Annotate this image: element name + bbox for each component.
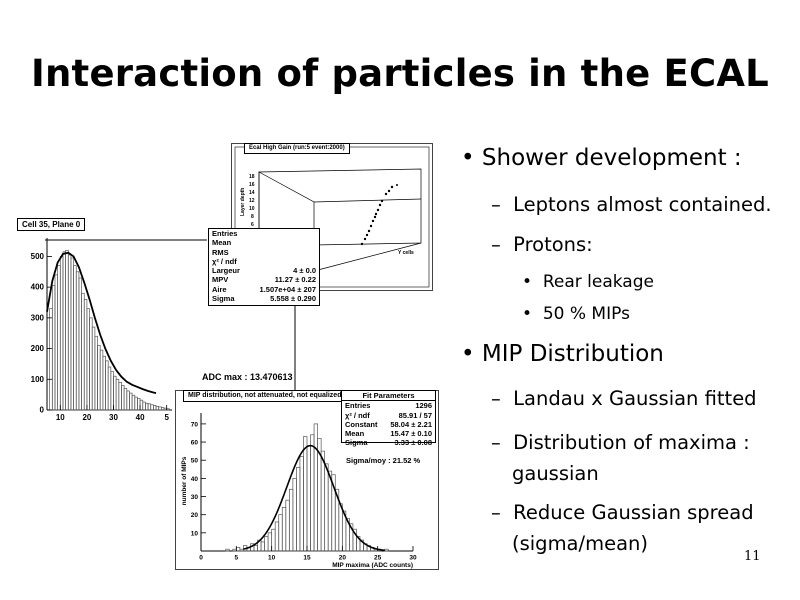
x-tick-label: 5 [164,413,169,422]
x-tick-label: 30 [109,413,118,422]
y-tick-label: 50 [190,457,198,465]
histogram-bin [55,275,58,410]
histogram-bin [145,403,148,410]
histogram-bin [233,549,237,551]
stats-row: RMS [212,247,229,257]
bullet-spread: – Reduce Gaussian spread (sigma/mean) [491,501,754,555]
stats-row: χ² / ndf 85.91 / 57 [345,410,432,420]
histogram-bin [272,529,276,551]
histogram-bin [52,286,55,410]
histogram-bin [325,464,329,551]
histogram-bin [113,376,116,410]
cell-histogram-frame [12,216,175,422]
y-axis-label: number of MIPs [181,456,188,506]
y-tick-label: 40 [190,475,198,483]
histogram-bin [240,549,244,551]
bullet-spread-text-2: (sigma/mean) [512,532,648,555]
bullet-maxima-text-2: gaussian [512,462,599,485]
stats-row: Mean [212,238,232,248]
bullet-rear-leakage-text: Rear leakage [542,272,654,292]
stats-row: Sigma 3.33 ± 0.08 [345,438,432,448]
histogram-bin [321,451,325,551]
y-tick-label: 100 [30,374,44,384]
histogram-bin [100,350,103,410]
stats-row: Constant 58.04 ± 2.21 [345,419,432,429]
mip-histogram-frame [175,390,439,570]
bullet-leptons: – Leptons almost contained. [491,193,772,216]
x-tick-label: 30 [409,554,417,562]
bullet-protons-text: Protons: [513,233,593,256]
histogram-bin [119,382,122,410]
cell-histogram-title: Cell 35, Plane 0 [17,218,85,231]
histogram-bin [289,489,293,551]
y-tick-label: 30 [190,494,198,502]
histogram-bin [156,406,159,410]
histogram-bin [300,457,304,551]
histogram-bin [84,299,87,410]
histogram-bin [98,346,101,411]
x-tick-label: 0 [199,554,203,562]
svg-text:16: 16 [249,182,255,188]
event-display-title: Ecal High Gain (run:5 event:2000) [244,143,350,154]
bullet-mips: • 50 % MIPs [522,304,630,324]
bullet-spread-text-1: Reduce Gaussian spread [513,501,754,524]
histogram-bin [116,379,119,410]
page-number: 11 [744,549,761,564]
y-tick-label: 10 [190,530,198,538]
y-tick-label: 500 [30,251,44,261]
x-tick-label: 25 [374,554,382,562]
histogram-bin [58,266,61,410]
bullet-landau-text: Landau x Gaussian fitted [513,387,757,410]
histogram-bin [226,549,230,551]
svg-text:18: 18 [249,174,255,180]
bullet-rear-leakage: • Rear leakage [522,272,654,292]
x-axis-label: MIP maxima (ADC counts) [332,562,413,569]
event-hits [361,184,398,245]
y-tick-label: 400 [30,282,44,292]
bullet-shower: • Shower development : [461,145,742,171]
histogram-bin [108,367,111,410]
y-tick-label: 60 [190,439,198,447]
bullet-mips-text: 50 % MIPs [542,304,630,324]
fit-parameters-box [341,390,436,448]
histogram-bin [385,549,389,551]
x-tick-label: 10 [55,413,65,422]
svg-text:8: 8 [251,214,254,220]
histogram-bin [275,522,279,551]
histogram-bin [296,467,300,551]
x-tick-label: 20 [338,554,346,562]
bullet-shower-text: Shower development : [481,145,742,171]
stats-row: χ² / ndf [212,256,237,266]
x-tick-label: 5 [234,554,239,562]
histogram-bin [236,547,240,551]
y-tick-label: 300 [30,313,44,323]
histogram-bin [293,478,297,551]
adc-max-label: ADC max : 13.470613 [202,372,293,382]
bullet-mip-distribution: • MIP Distribution [461,341,664,367]
histogram-bin [79,278,82,410]
histogram-bin [135,397,138,410]
histogram-bin [279,515,283,551]
x-tick-label: 20 [82,413,92,422]
histogram-bin [95,336,98,410]
bullet-landau: – Landau x Gaussian fitted [491,387,757,410]
bullet-maxima-text-1: Distribution of maxima : [513,431,750,454]
histogram-bin [153,405,156,410]
histogram-bin [265,536,269,551]
svg-text:14: 14 [249,190,255,196]
histogram-bin [87,309,90,410]
histogram-bin [132,395,135,410]
event-ylabel: Layer depth [240,187,246,216]
slide-title: Interaction of particles in the ECAL [31,52,769,95]
stats-row: Sigma 5.558 ± 0.290 [212,294,316,304]
histogram-bin [92,327,95,410]
histogram-bin [63,252,66,410]
histogram-bin [76,272,79,410]
histogram-bin [103,356,106,410]
histogram-bin [74,266,77,410]
sigma-moy-label: Sigma/moy : 21.52 % [346,456,421,465]
histogram-bin [106,361,109,410]
histogram-bin [314,424,318,551]
stats-row: MPV 11.27 ± 0.22 [212,275,316,285]
histogram-bin [121,385,124,410]
mip-histogram-title: MIP distribution, not attenuated, not equalized [183,390,346,402]
x-tick-label: 10 [268,554,276,562]
event-xlabel: Y cells [398,250,414,256]
stats-title: Fit Parameters [342,391,435,401]
histogram-bin [148,404,151,410]
histogram-bin [328,471,332,551]
histogram-bin [60,256,63,410]
stats-row: Mean 15.47 ± 0.10 [345,429,432,439]
histogram-bin [50,309,53,410]
x-tick-label: 40 [135,413,145,422]
histogram-bin [286,500,290,551]
histogram-bin [254,546,258,551]
bullet-mip-distribution-text: MIP Distribution [481,341,664,367]
bullet-maxima: – Distribution of maxima : gaussian [491,431,750,485]
histogram-bin [261,542,265,551]
y-tick-label: 20 [190,512,198,520]
cell-stats-box [208,228,320,306]
histogram-bin [68,255,71,410]
cell-histogram [12,216,175,422]
histogram-bin [307,446,311,551]
histogram-bin [303,437,307,551]
histogram-bin [151,405,154,410]
x-tick-label: 15 [303,554,311,562]
histogram-bin [311,435,315,551]
stats-row: Entries [212,229,238,238]
fit-curve [47,253,156,393]
histogram-bin [66,250,69,410]
histogram-bin [282,507,286,551]
histogram-bin [129,393,132,410]
y-tick-label: 0 [39,405,44,415]
histogram-bin [143,402,146,410]
stats-row: Largeur 4 ± 0.0 [212,266,316,276]
histogram-bin [127,391,130,410]
svg-text:10: 10 [249,206,255,212]
stats-row: Entries 1296 [345,401,432,411]
bullet-protons: – Protons: [491,233,593,256]
histogram-bin [124,389,127,411]
y-tick-label: 200 [30,344,44,354]
histogram-bin [71,258,74,410]
histogram-bin [90,318,93,410]
svg-text:6: 6 [251,222,254,228]
histogram-bin [268,533,272,551]
histogram-bin [339,504,343,551]
histogram-bin [111,372,114,410]
stats-row: Aire 1.507e+04 ± 207 [212,284,316,294]
bullet-leptons-text: Leptons almost contained. [513,193,772,216]
y-tick-label: 70 [190,421,198,429]
histogram-bin [82,293,85,410]
svg-text:12: 12 [249,198,255,204]
